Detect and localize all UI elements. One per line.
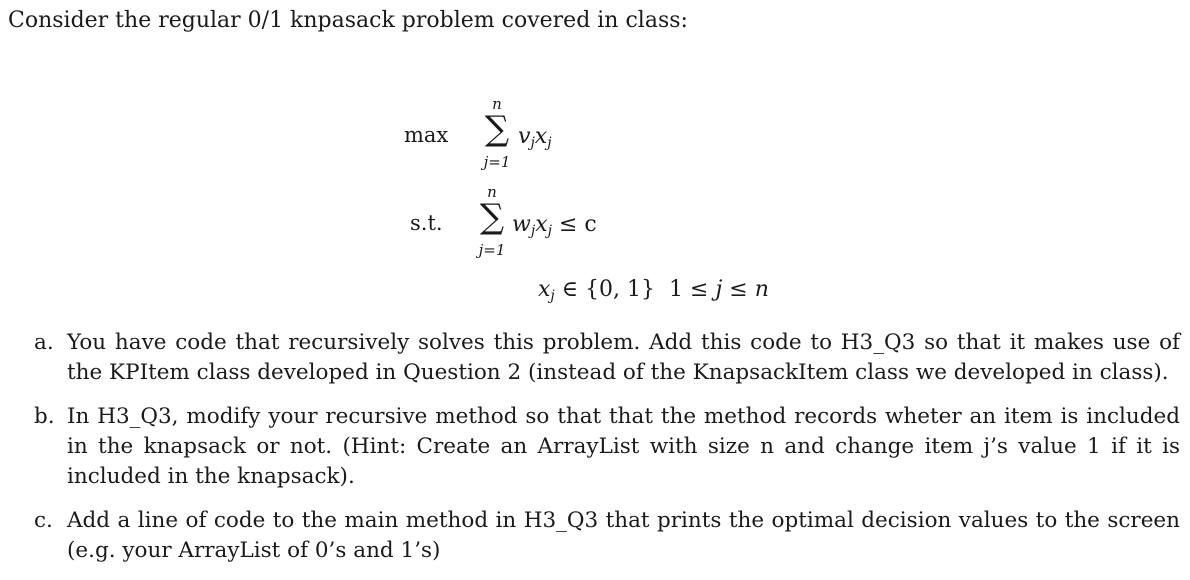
part-text: You have code that recursively solves this problem. Add this code to H3_Q3 so that it makes use of the KPItem class developed in Question 2 (instead of the KnapsackItem class we developed in class). (67, 330, 1180, 385)
part-a (34, 328, 1180, 388)
part-text: Add a line of code to the main method in H3_Q3 that prints the optimal decision values to the screen (e.g. your ArrayList of 0’s and 1’s) (67, 508, 1180, 563)
part-letter: a. (34, 330, 54, 355)
part-letter: b. (34, 404, 55, 429)
part-b (34, 402, 1180, 492)
objective-label: max (404, 123, 449, 147)
constraint-relation: ≤ c (558, 212, 597, 237)
summation-icon: ∑ (484, 109, 510, 149)
sum-lower-limit: j=1 (478, 241, 506, 259)
variable-domain: $x_j$ ∈ {0, 1} 1 ≤ j ≤ n (538, 277, 769, 304)
constraint-summand: $w_jx_j \le c$ (512, 212, 597, 239)
intro-text: Consider the regular 0/1 knpasack problem covered in class: (8, 8, 688, 33)
summation-icon: ∑ (479, 197, 505, 237)
part-text: In H3_Q3, modify your recursive method so that that the method records wheter an item is included in the knapsack or not. (Hint: Create an ArrayList with size n and change item j’s value 1 if it is included in the knapsack). (67, 404, 1180, 489)
sum-upper-limit: n (492, 95, 502, 113)
constraint-label: s.t. (410, 211, 443, 235)
objective-summand: $v_jx_j$ (518, 124, 552, 151)
sum-lower-limit: j=1 (483, 153, 511, 171)
sum-upper-limit: n (487, 183, 497, 201)
question-parts (34, 328, 1180, 580)
part-letter: c. (34, 508, 53, 533)
part-c (34, 506, 1180, 566)
